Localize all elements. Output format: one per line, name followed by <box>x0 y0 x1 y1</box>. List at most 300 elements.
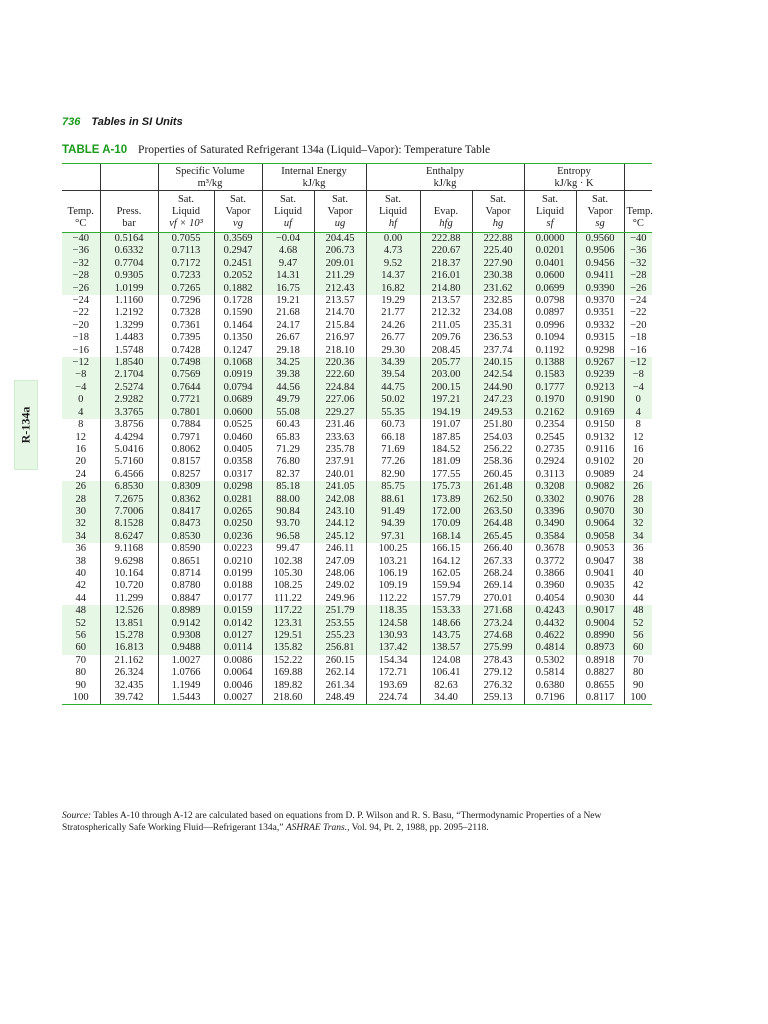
table-cell: 48 <box>624 605 652 617</box>
table-cell: 258.36 <box>472 456 524 468</box>
table-cell: 0.9076 <box>576 494 624 506</box>
table-cell: −8 <box>62 369 100 381</box>
table-cell: 0.9488 <box>158 642 214 654</box>
table-cell: 236.53 <box>472 332 524 344</box>
table-cell: 229.27 <box>314 407 366 419</box>
table-cell: 0.7328 <box>158 307 214 319</box>
table-cell: 100.25 <box>366 543 420 555</box>
table-cell: 0.7361 <box>158 320 214 332</box>
table-cell: 0.0086 <box>214 655 262 667</box>
table-cell: 0.1068 <box>214 357 262 369</box>
table-cell: 0.0250 <box>214 518 262 530</box>
source-journal: ASHRAE Trans. <box>285 823 348 833</box>
table-cell: 124.08 <box>420 655 472 667</box>
table-cell: 0.7113 <box>158 245 214 257</box>
table-cell: 36 <box>75 543 86 555</box>
table-cell: 213.57 <box>314 295 366 307</box>
table-row <box>62 345 652 357</box>
table-cell: −36 <box>62 245 100 257</box>
table-cell: 77.26 <box>366 456 420 468</box>
table-cell: 39.742 <box>100 692 158 705</box>
table-cell: 94.39 <box>366 518 420 530</box>
table-cell: 9.1168 <box>100 543 158 555</box>
table-cell: 242.54 <box>472 369 524 381</box>
table-cell: 15.278 <box>100 630 158 642</box>
table-cell: 0.7233 <box>158 270 214 282</box>
table-cell: 245.12 <box>314 531 366 543</box>
table-cell: 9.47 <box>262 258 314 270</box>
table-cell: 220.67 <box>420 245 472 257</box>
table-cell: 1.4483 <box>100 332 158 344</box>
table-cell: −4 <box>624 382 652 394</box>
table-cell: 71.69 <box>366 444 420 456</box>
table-cell: 265.45 <box>472 531 524 543</box>
table-cell: 34.39 <box>366 357 420 369</box>
table-row <box>62 531 652 543</box>
table-cell: 0.0236 <box>214 531 262 543</box>
source-note <box>62 810 662 834</box>
table-cell: 13.851 <box>100 618 158 630</box>
table-cell: 0.4432 <box>524 618 576 630</box>
table-cell: 124.58 <box>366 618 420 630</box>
table-cell: 0.8780 <box>158 580 214 592</box>
table-cell: 118.35 <box>366 605 420 617</box>
table-cell: 0.3208 <box>524 481 576 493</box>
table-cell: 0.3960 <box>524 580 576 592</box>
table-cell: 8.6247 <box>100 531 158 543</box>
header-group-row <box>62 164 652 191</box>
table-cell: 24.17 <box>262 320 314 332</box>
table-cell: 225.40 <box>472 245 524 257</box>
table-cell: 0.1728 <box>214 295 262 307</box>
table-cell: 0.9150 <box>576 419 624 431</box>
table-cell: 0.0317 <box>214 469 262 481</box>
table-cell: −28 <box>624 270 652 282</box>
table-cell: 0.7498 <box>158 357 214 369</box>
table-cell: 5.7160 <box>100 456 158 468</box>
table-cell: 172.00 <box>420 506 472 518</box>
table-cell: 0.7884 <box>158 419 214 431</box>
table-cell: 0.8362 <box>158 494 214 506</box>
table-cell: 278.43 <box>472 655 524 667</box>
table-cell: 0.2924 <box>524 456 576 468</box>
table-cell: 200.15 <box>420 382 472 394</box>
table-cell: 0.3772 <box>524 556 576 568</box>
table-cell: 0.8117 <box>576 692 624 705</box>
table-cell: 0.8309 <box>158 481 214 493</box>
table-cell: 100 <box>624 692 652 705</box>
table-cell: 0.9116 <box>576 444 624 456</box>
table-cell: 39.38 <box>262 369 314 381</box>
table-cell: 0.9064 <box>576 518 624 530</box>
table-cell: 3.3765 <box>100 407 158 419</box>
table-cell: 235.31 <box>472 320 524 332</box>
table-cell: 0.7721 <box>158 394 214 406</box>
table-cell: 82.90 <box>366 469 420 481</box>
table-row <box>62 680 652 692</box>
table-cell: 8.1528 <box>100 518 158 530</box>
table-cell: 56 <box>62 630 100 642</box>
table-cell: 214.70 <box>314 307 366 319</box>
table-cell: 19.29 <box>366 295 420 307</box>
table-cell: 154.34 <box>366 655 420 667</box>
table-cell: 0.3678 <box>524 543 576 555</box>
table-cell: 0.1882 <box>214 283 262 295</box>
table-row <box>62 245 652 257</box>
table-cell: 40 <box>75 567 86 579</box>
table-cell: 0.9190 <box>576 394 624 406</box>
table-cell: 153.33 <box>420 605 472 617</box>
table-cell: 10.164 <box>100 568 158 580</box>
table-cell: 0.2451 <box>214 258 262 270</box>
table-cell: 0.0064 <box>214 667 262 679</box>
col-hfg: Evap. hfg <box>420 191 472 233</box>
table-cell: 276.32 <box>472 680 524 692</box>
table-cell: 1.1160 <box>100 295 158 307</box>
table-cell: 0.9390 <box>576 283 624 295</box>
table-cell: 0 <box>624 394 652 406</box>
table-cell: 0.8973 <box>576 642 624 654</box>
table-cell: 208.45 <box>420 345 472 357</box>
table-row <box>62 605 652 617</box>
property-table <box>62 163 652 705</box>
table-cell: 0.0525 <box>214 419 262 431</box>
table-cell: 189.82 <box>262 680 314 692</box>
table-cell: 0.9030 <box>576 593 624 605</box>
table-cell: 12 <box>624 432 652 444</box>
table-cell: 0.6332 <box>100 245 158 257</box>
table-cell: 255.23 <box>314 630 366 642</box>
table-cell: 21.162 <box>100 655 158 667</box>
table-cell: 0.0401 <box>524 258 576 270</box>
table-cell: 2.5274 <box>100 382 158 394</box>
table-cell: 274.68 <box>472 630 524 642</box>
table-cell: 0.0046 <box>214 680 262 692</box>
table-cell: 0.8714 <box>158 568 214 580</box>
table-cell: 29.18 <box>262 345 314 357</box>
table-cell: 269.14 <box>472 580 524 592</box>
table-cell: 166.15 <box>420 543 472 555</box>
table-cell: 251.80 <box>472 419 524 431</box>
group-enthalpy: Enthalpy kJ/kg <box>366 164 524 191</box>
table-cell: 209.76 <box>420 332 472 344</box>
table-cell: 248.49 <box>314 692 366 705</box>
table-cell: 56 <box>624 630 652 642</box>
table-cell: 0.7296 <box>158 295 214 307</box>
table-cell: 0.0298 <box>214 481 262 493</box>
table-cell: −18 <box>72 332 89 344</box>
table-cell: 0.0600 <box>214 407 262 419</box>
table-cell: 34 <box>624 531 652 543</box>
table-cell: 0.0188 <box>214 580 262 592</box>
table-cell: 247.23 <box>472 394 524 406</box>
table-cell: 0.9169 <box>576 407 624 419</box>
table-cell: 80 <box>624 667 652 679</box>
table-cell: 28 <box>62 494 100 506</box>
table-cell: 0.7644 <box>158 382 214 394</box>
table-cell: 0.8651 <box>158 556 214 568</box>
table-cell: 0.1464 <box>214 320 262 332</box>
table-cell: −20 <box>624 320 652 332</box>
table-cell: 242.08 <box>314 494 366 506</box>
table-cell: 259.13 <box>472 692 524 705</box>
table-cell: 240.15 <box>472 357 524 369</box>
table-row <box>62 506 652 518</box>
table-cell: 204.45 <box>314 233 366 246</box>
table-cell: 0.3569 <box>214 233 262 246</box>
table-cell: −32 <box>624 258 652 270</box>
table-cell: 65.83 <box>262 432 314 444</box>
table-cell: 267.33 <box>472 556 524 568</box>
table-cell: 249.02 <box>314 580 366 592</box>
table-cell: 0.0177 <box>214 593 262 605</box>
table-cell: 38 <box>624 556 652 568</box>
table-cell: −8 <box>624 369 652 381</box>
table-cell: 8 <box>78 419 84 431</box>
table-cell: 129.51 <box>262 630 314 642</box>
table-row <box>62 369 652 381</box>
table-cell: 28 <box>624 494 652 506</box>
table-cell: 97.31 <box>366 531 420 543</box>
table-cell: 0.8918 <box>576 655 624 667</box>
table-cell: 216.97 <box>314 332 366 344</box>
table-cell: 213.57 <box>420 295 472 307</box>
table-cell: 270.01 <box>472 593 524 605</box>
table-cell: 266.40 <box>472 543 524 555</box>
table-cell: 241.05 <box>314 481 366 493</box>
table-row <box>62 667 652 679</box>
table-cell: 60.73 <box>366 419 420 431</box>
table-cell: 0.0460 <box>214 432 262 444</box>
table-row <box>62 642 652 654</box>
table-cell: 0.7971 <box>158 432 214 444</box>
table-cell: 0.8590 <box>158 543 214 555</box>
table-cell: 109.19 <box>366 580 420 592</box>
table-cell: 0.8990 <box>576 630 624 642</box>
table-cell: 0.4814 <box>524 642 576 654</box>
table-cell: 0.8257 <box>158 469 214 481</box>
table-cell: 21.68 <box>262 307 314 319</box>
table-cell: 0.2162 <box>524 407 576 419</box>
table-cell: 106.41 <box>420 667 472 679</box>
table-cell: 44.75 <box>366 382 420 394</box>
table-cell: 32 <box>624 518 652 530</box>
side-tab-label: R-134a <box>18 406 33 444</box>
table-cell: 0.7428 <box>158 345 214 357</box>
table-cell: 99.47 <box>262 543 314 555</box>
table-cell: 90.84 <box>262 506 314 518</box>
table-cell: 248.06 <box>314 568 366 580</box>
table-cell: 256.81 <box>314 642 366 654</box>
table-cell: 249.53 <box>472 407 524 419</box>
table-cell: 138.57 <box>420 642 472 654</box>
table-cell: 16.75 <box>262 283 314 295</box>
table-cell: 209.01 <box>314 258 366 270</box>
table-label: TABLE A-10 <box>62 144 128 156</box>
table-cell: 0.8655 <box>576 680 624 692</box>
table-cell: 233.63 <box>314 432 366 444</box>
table-row <box>62 494 652 506</box>
table-cell: −28 <box>62 270 100 282</box>
table-cell: 191.07 <box>420 419 472 431</box>
table-cell: −36 <box>624 245 652 257</box>
table-cell: 0.1583 <box>524 369 576 381</box>
table-cell: 261.34 <box>314 680 366 692</box>
table-cell: 220.36 <box>314 357 366 369</box>
table-cell: 55.08 <box>262 407 314 419</box>
table-cell: 0.7265 <box>158 283 214 295</box>
table-cell: 85.18 <box>262 481 314 493</box>
table-cell: 172.71 <box>366 667 420 679</box>
table-row <box>62 568 652 580</box>
col-uf: Sat. Liquid uf <box>262 191 314 233</box>
table-cell: 237.74 <box>472 345 524 357</box>
table-cell: 0.1350 <box>214 332 262 344</box>
table-cell: 0.9411 <box>576 270 624 282</box>
table-cell: 0.1777 <box>524 382 576 394</box>
table-cell: 244.12 <box>314 518 366 530</box>
table-cell: −18 <box>624 332 652 344</box>
table-cell: 0.0699 <box>524 283 576 295</box>
table-cell: 100 <box>62 692 100 705</box>
table-cell: 262.14 <box>314 667 366 679</box>
table-cell: 246.11 <box>314 543 366 555</box>
table-cell: 177.55 <box>420 469 472 481</box>
table-cell: 70 <box>624 655 652 667</box>
table-row <box>62 655 652 667</box>
table-cell: 0.9239 <box>576 369 624 381</box>
table-cell: 218.10 <box>314 345 366 357</box>
table-cell: 0.7196 <box>524 692 576 705</box>
table-cell: 55.35 <box>366 407 420 419</box>
table-cell: 0.4054 <box>524 593 576 605</box>
table-cell: 206.73 <box>314 245 366 257</box>
table-row <box>62 419 652 431</box>
table-cell: 0.3584 <box>524 531 576 543</box>
table-cell: 4 <box>624 407 652 419</box>
table-cell: 7.7006 <box>100 506 158 518</box>
table-cell: 16 <box>75 443 86 455</box>
table-cell: 14.37 <box>366 270 420 282</box>
table-cell: 0.0127 <box>214 630 262 642</box>
col-vf: Sat. Liquid vf × 10³ <box>158 191 214 233</box>
table-cell: 42 <box>75 580 86 592</box>
table-row <box>62 618 652 630</box>
table-cell: 143.75 <box>420 630 472 642</box>
table-cell: 0.9035 <box>576 580 624 592</box>
table-cell: 0.8530 <box>158 531 214 543</box>
table-cell: 243.10 <box>314 506 366 518</box>
table-cell: 36 <box>624 543 652 555</box>
table-cell: −16 <box>624 345 652 357</box>
table-row <box>62 543 652 555</box>
table-cell: 88.61 <box>366 494 420 506</box>
table-cell: 48 <box>62 605 100 617</box>
table-cell: 0.9142 <box>158 618 214 630</box>
table-row <box>62 283 652 295</box>
table-cell: 230.38 <box>472 270 524 282</box>
table-cell: 260.45 <box>472 469 524 481</box>
table-cell: 175.73 <box>420 481 472 493</box>
table-cell: 6.8530 <box>100 481 158 493</box>
table-cell: 3.8756 <box>100 419 158 431</box>
table-cell: 168.14 <box>420 531 472 543</box>
table-cell: 1.0199 <box>100 283 158 295</box>
table-cell: 0.9089 <box>576 469 624 481</box>
table-cell: 85.75 <box>366 481 420 493</box>
table-cell: 0.1247 <box>214 345 262 357</box>
table-row <box>62 258 652 270</box>
table-cell: 44 <box>75 592 86 604</box>
table-cell: 273.24 <box>472 618 524 630</box>
table-cell: −40 <box>624 233 652 246</box>
table-row <box>62 407 652 419</box>
table-cell: 90 <box>75 679 86 691</box>
table-cell: 29.30 <box>366 345 420 357</box>
page-number: 736 <box>62 116 81 128</box>
table-cell: 0.9017 <box>576 605 624 617</box>
table-cell: 0.7395 <box>158 332 214 344</box>
table-cell: 222.60 <box>314 369 366 381</box>
table-cell: 0.3302 <box>524 494 576 506</box>
table-cell: 173.89 <box>420 494 472 506</box>
table-cell: −16 <box>72 344 89 356</box>
table-cell: 170.09 <box>420 518 472 530</box>
table-cell: 0.0000 <box>524 233 576 246</box>
table-cell: 60 <box>624 642 652 654</box>
table-row <box>62 320 652 332</box>
table-cell: 0.0405 <box>214 444 262 456</box>
table-cell: 197.21 <box>420 394 472 406</box>
table-cell: 0.9305 <box>100 270 158 282</box>
table-cell: 24 <box>624 469 652 481</box>
table-cell: 0.4243 <box>524 605 576 617</box>
col-temp: Temp. °C <box>62 191 100 233</box>
table-cell: 0.8417 <box>158 506 214 518</box>
table-cell: −0.04 <box>262 233 314 246</box>
table-cell: 0.7704 <box>100 258 158 270</box>
table-cell: 0.5814 <box>524 667 576 679</box>
table-cell: 26.67 <box>262 332 314 344</box>
table-cell: 7.2675 <box>100 494 158 506</box>
table-row <box>62 456 652 468</box>
table-cell: 0.2735 <box>524 444 576 456</box>
table-cell: 0.1192 <box>524 345 576 357</box>
table-cell: 0.0114 <box>214 642 262 654</box>
table-row <box>62 469 652 481</box>
table-cell: 112.22 <box>366 593 420 605</box>
table-cell: 34 <box>62 531 100 543</box>
table-cell: 0.1094 <box>524 332 576 344</box>
table-cell: 60 <box>62 642 100 654</box>
table-cell: 91.49 <box>366 506 420 518</box>
table-cell: 52 <box>62 618 100 630</box>
table-cell: 30 <box>624 506 652 518</box>
table-cell: 106.19 <box>366 568 420 580</box>
table-cell: 0.8847 <box>158 593 214 605</box>
table-cell: 0 <box>62 394 100 406</box>
table-row <box>62 580 652 592</box>
table-cell: 0.9102 <box>576 456 624 468</box>
table-cell: 0.9298 <box>576 345 624 357</box>
table-cell: 253.55 <box>314 618 366 630</box>
table-title <box>62 144 490 156</box>
table-cell: 222.88 <box>472 233 524 246</box>
table-cell: 0.0142 <box>214 618 262 630</box>
table-cell: 32 <box>62 518 100 530</box>
table-cell: 262.50 <box>472 494 524 506</box>
table-cell: 263.50 <box>472 506 524 518</box>
